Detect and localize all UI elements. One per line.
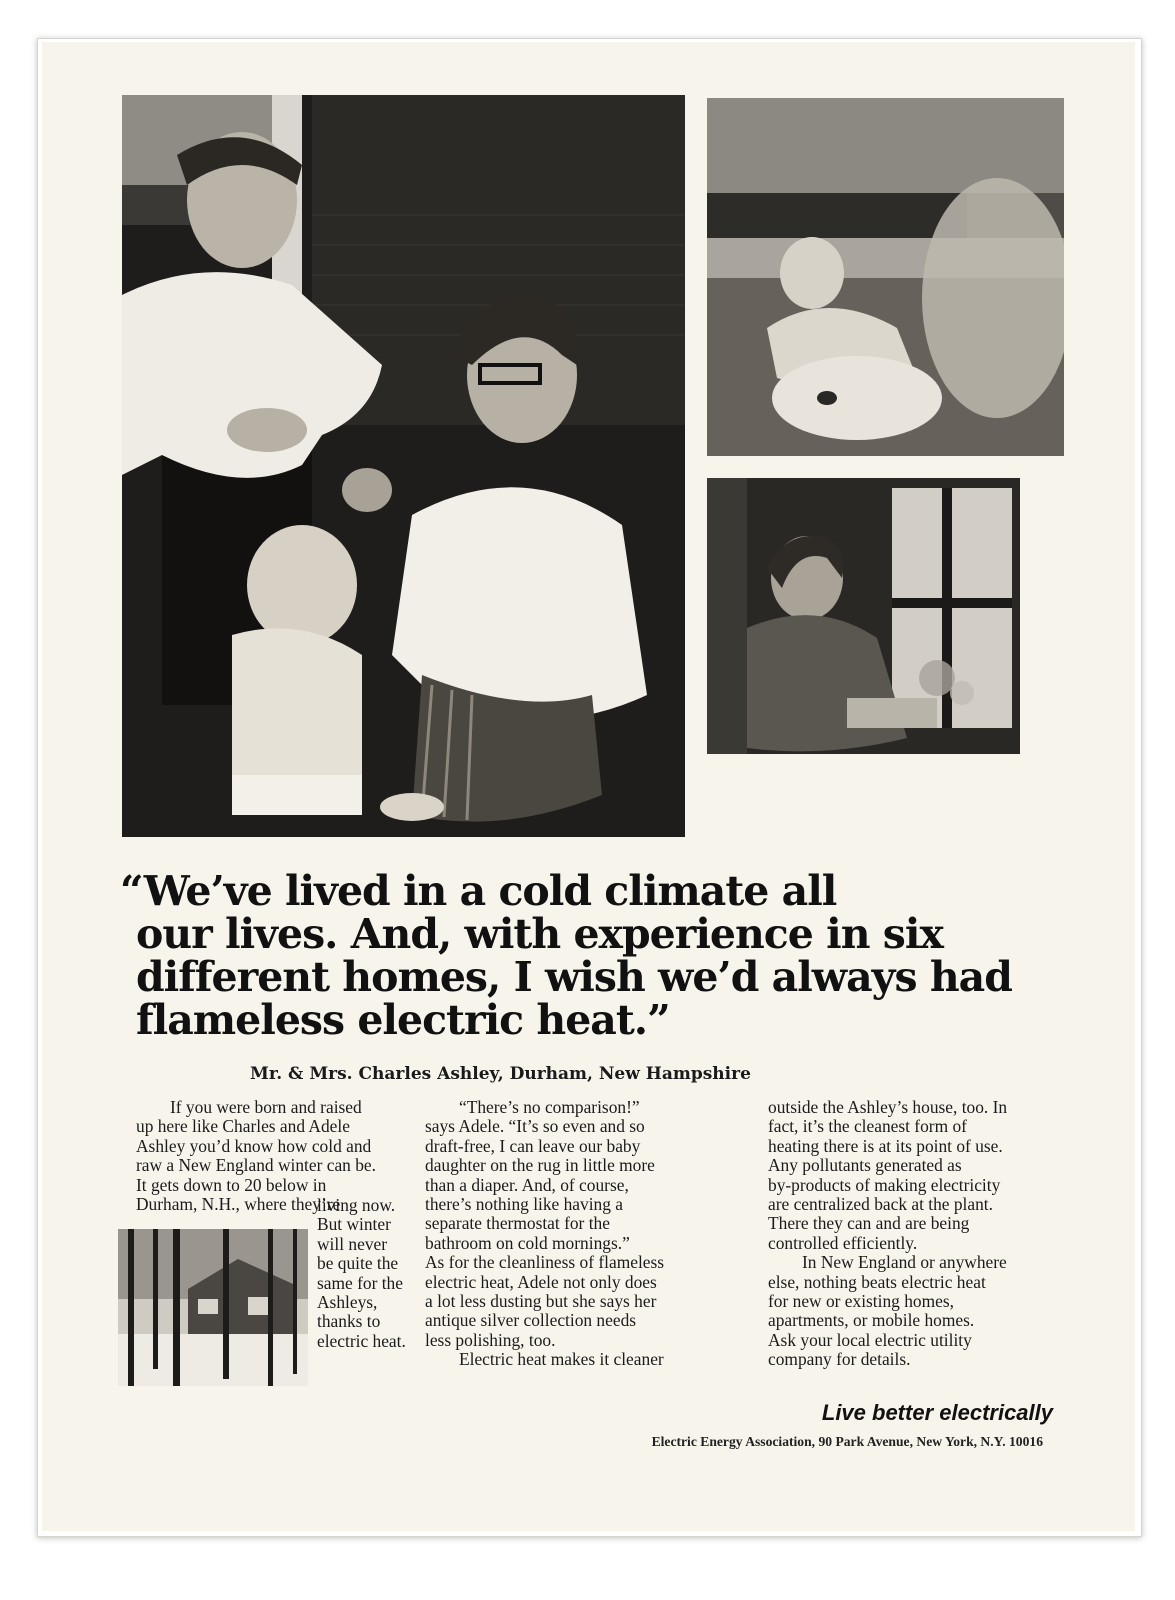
headline-line: flameless electric heat.” — [136, 996, 670, 1044]
house-snow-photo — [118, 1229, 308, 1386]
body-line: “There’s no comparison!” — [459, 1097, 640, 1117]
body-line: company for details. — [768, 1349, 911, 1370]
body-line: bathroom on cold mornings.” — [425, 1232, 630, 1253]
body-line: thanks to — [317, 1311, 381, 1332]
sponsor-address: Electric Energy Association, 90 Park Avenue, New York, N.Y. 10016 — [651, 1434, 1043, 1449]
body-line: a lot less dusting but she says her — [425, 1290, 657, 1311]
body-line: electric heat. — [317, 1330, 406, 1351]
magazine-page — [42, 42, 1135, 1531]
body-line: up here like Charles and Adele — [136, 1116, 350, 1137]
body-line: draft-free, I can leave our baby — [425, 1135, 641, 1156]
body-line: less polishing, too. — [425, 1329, 556, 1350]
attribution: Mr. & Mrs. Charles Ashley, Durham, New Hampshire — [250, 1064, 751, 1084]
body-line: apartments, or mobile homes. — [768, 1310, 975, 1331]
body-line: be quite the — [317, 1253, 399, 1274]
body-line: for new or existing homes, — [768, 1290, 954, 1311]
body-line: separate thermostat for the — [425, 1213, 610, 1234]
body-line: antique silver collection needs — [425, 1310, 637, 1331]
body-line: There they can and are being — [768, 1213, 970, 1234]
body-line: raw a New England winter can be. — [136, 1155, 376, 1176]
body-line: controlled efficiently. — [768, 1232, 918, 1253]
body-line: As for the cleanliness of flameless — [425, 1252, 665, 1273]
body-line: daughter on the rug in little more — [425, 1155, 655, 1176]
body-line: Any pollutants generated as — [768, 1155, 962, 1176]
body-line: says Adele. “It’s so even and so — [425, 1116, 645, 1137]
slogan: Live better electrically — [821, 1400, 1053, 1425]
baby-teddy-photo — [707, 98, 1064, 456]
body-line: electric heat, Adele not only does — [425, 1271, 657, 1292]
body-line: Ashleys, — [317, 1291, 378, 1312]
body-column-3 — [768, 1098, 1068, 1369]
body-line: there’s nothing like having a — [425, 1193, 624, 1214]
body-line: same for the — [317, 1272, 403, 1293]
body-line: Ask your local electric utility — [768, 1329, 972, 1350]
headline-quote — [120, 867, 1080, 1044]
body-line: In New England or anywhere — [802, 1252, 1007, 1273]
body-line: It gets down to 20 below in — [136, 1174, 327, 1195]
body-line: If you were born and raised — [170, 1097, 362, 1117]
woman-reading-photo — [707, 478, 1020, 754]
body-line: than a diaper. And, of course, — [425, 1174, 629, 1195]
body-line: else, nothing beats electric heat — [768, 1271, 986, 1292]
body-line: Electric heat makes it cleaner — [459, 1349, 664, 1370]
body-line: Durham, N.H., where they’re — [136, 1193, 341, 1214]
headline-line: our lives. And, with experience in six — [136, 910, 943, 958]
body-line: Ashley you’d know how cold and — [136, 1135, 372, 1156]
body-column-1-wrap — [317, 1196, 437, 1351]
body-line: outside the Ashley’s house, too. In — [768, 1097, 1008, 1117]
body-line: living now. — [317, 1195, 396, 1215]
headline-line: “We’ve lived in a cold climate all — [120, 867, 837, 915]
page-frame — [37, 38, 1142, 1537]
body-line: will never — [317, 1233, 388, 1254]
body-column-2 — [425, 1098, 745, 1369]
body-line: But winter — [317, 1214, 391, 1235]
body-line: fact, it’s the cleanest form of — [768, 1116, 967, 1137]
headline-line: different homes, I wish we’d always had — [136, 953, 1012, 1001]
body-line: heating there is at its point of use. — [768, 1135, 1003, 1156]
body-line: by-products of making electricity — [768, 1174, 1001, 1195]
family-photo — [122, 95, 685, 837]
body-line: are centralized back at the plant. — [768, 1193, 993, 1214]
